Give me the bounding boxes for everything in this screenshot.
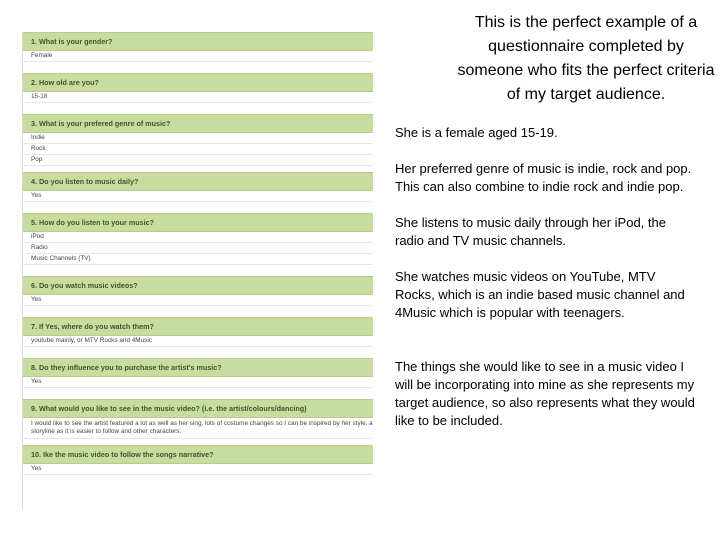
answer-5b: Radio <box>23 243 373 254</box>
answer-1: Female <box>23 51 373 62</box>
question-7: 7. If Yes, where do you watch them? <box>23 317 373 336</box>
commentary-paragraph: She is a female aged 15-19. <box>395 125 558 140</box>
commentary-paragraph: She watches music videos on YouTube, MTV Rocks, which is an indie based music channel and 4Music which is popular with teenagers. <box>395 269 685 320</box>
question-4: 4. Do you listen to music daily? <box>23 172 373 191</box>
answer-2: 15-18 <box>23 92 373 103</box>
question-10: 10. Ike the music video to follow the songs narrative? <box>23 445 373 464</box>
question-5: 5. How do you listen to your music? <box>23 213 373 232</box>
answer-3a: Indie <box>23 133 373 144</box>
question-3: 3. What is your prefered genre of music? <box>23 114 373 133</box>
answer-10: Yes <box>23 464 373 475</box>
answer-9: I would like to see the artist featured a lot as well as her sing, lots of costume changes so I can be inspired by her style, a storyline as it is easier to follow and other characters. <box>23 418 373 439</box>
slide-heading: This is the perfect example of a questionnaire completed by someone who fits the perfect criteria of my target audience. <box>457 14 715 103</box>
answer-5c: Music Channels (TV) <box>23 254 373 265</box>
answer-8: Yes <box>23 377 373 388</box>
questionnaire-screenshot <box>22 32 373 510</box>
commentary-paragraph: She listens to music daily through her iPod, the radio and TV music channels. <box>395 215 666 248</box>
question-2: 2. How old are you? <box>23 73 373 92</box>
answer-3b: Rock <box>23 144 373 155</box>
answer-3c: Pop <box>23 155 373 166</box>
question-1: 1. What is your gender? <box>23 32 373 51</box>
commentary <box>395 124 695 448</box>
commentary-paragraph: The things she would like to see in a music video I will be incorporating into mine as she represents my target audience, so also represents what they would like to be included. <box>395 359 695 428</box>
question-8: 8. Do they influence you to purchase the artist's music? <box>23 358 373 377</box>
question-9: 9. What would you like to see in the music video? (i.e. the artist/colours/dancing) <box>23 399 373 418</box>
answer-6: Yes <box>23 295 373 306</box>
answer-5a: iPod <box>23 232 373 243</box>
question-6: 6. Do you watch music videos? <box>23 276 373 295</box>
answer-7: youtube mainly, or MTV Rocks and 4Music <box>23 336 373 347</box>
answer-4: Yes <box>23 191 373 202</box>
commentary-paragraph: Her preferred genre of music is indie, rock and pop. This can also combine to indie rock and indie pop. <box>395 161 692 194</box>
